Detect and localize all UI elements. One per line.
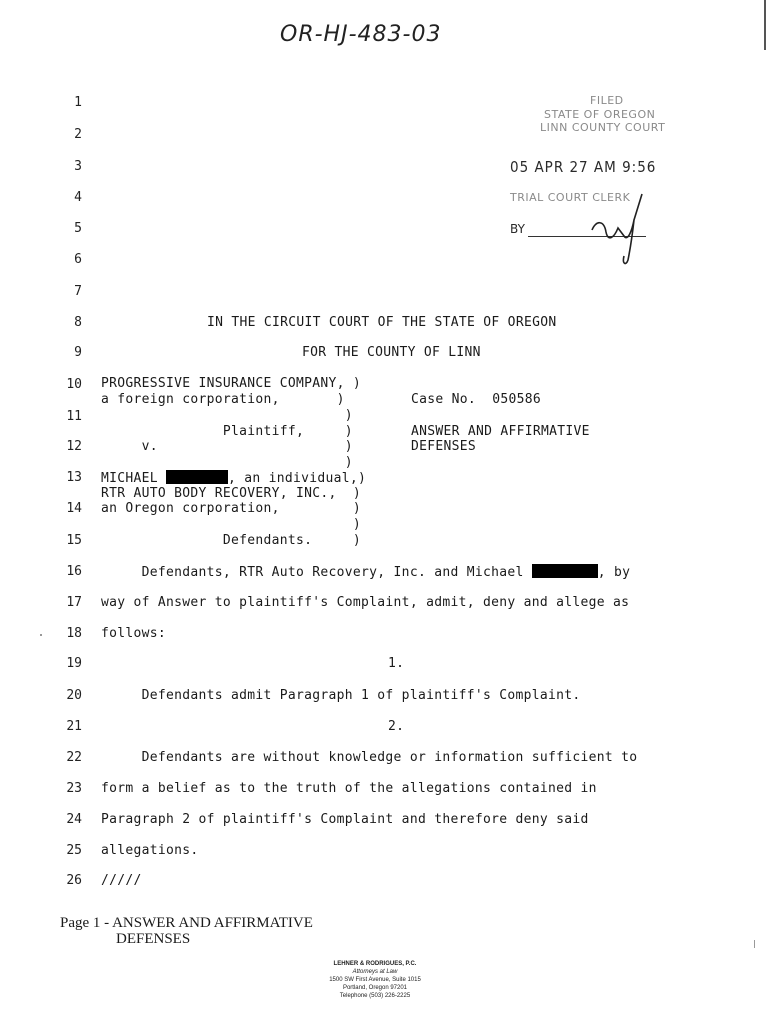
body-text: , by — [597, 565, 631, 580]
stamp-by: BY — [510, 222, 525, 236]
line-number: 4 — [74, 190, 82, 205]
line-number: 9 — [74, 345, 82, 360]
body-line-26: ///// — [101, 873, 142, 888]
line-number: 25 — [66, 843, 82, 858]
handwritten-case-id: OR-HJ-483-03 — [280, 22, 442, 47]
case-number: Case No. 050586 — [411, 392, 542, 407]
paragraph-number-1: 1. — [388, 656, 405, 671]
caption-brace: ) — [101, 408, 353, 423]
line-number: 26 — [66, 873, 82, 888]
defendant-2-description: an Oregon corporation, ) — [101, 501, 362, 516]
stamp-date: 05 APR 27 AM 9:56 — [510, 158, 657, 176]
line-number: 24 — [66, 812, 82, 827]
plaintiff-name: PROGRESSIVE INSURANCE COMPANY, ) — [101, 376, 362, 391]
page-footer — [60, 915, 313, 947]
document-title-line1: ANSWER AND AFFIRMATIVE — [411, 424, 590, 439]
body-line-17: way of Answer to plaintiff's Complaint, admit, deny and allege as — [101, 595, 630, 610]
line-number: 18 — [66, 626, 82, 641]
stamp-state: STATE OF OREGON — [544, 108, 656, 121]
firm-address-1: 1500 SW First Avenue, Suite 1015 — [329, 977, 421, 983]
county-name: FOR THE COUNTY OF LINN — [302, 345, 481, 360]
line-number: 7 — [74, 284, 82, 299]
scan-speck — [40, 634, 42, 636]
line-number: 17 — [66, 595, 82, 610]
body-line-22: Defendants are without knowledge or information sufficient to — [101, 750, 638, 765]
line-number: 14 — [66, 501, 82, 516]
line-number: 3 — [74, 159, 82, 174]
versus: v. ) — [101, 439, 353, 454]
defendant-1-first-name: MICHAEL — [101, 471, 167, 486]
body-line-23: form a belief as to the truth of the allegations contained in — [101, 781, 597, 796]
line-number: 8 — [74, 315, 82, 330]
stamp-clerk: TRIAL COURT CLERK — [510, 191, 631, 204]
line-number: 16 — [66, 564, 82, 579]
stamp-filed: FILED — [590, 94, 624, 107]
stamp-county: LINN COUNTY COURT — [540, 121, 666, 134]
line-number: 15 — [66, 533, 82, 548]
firm-name: LEHNER & RODRIGUES, P.C. — [333, 961, 417, 967]
plaintiff-role: Plaintiff, ) — [101, 424, 353, 439]
firm-subtitle: Attorneys at Law — [352, 969, 398, 975]
line-number: 6 — [74, 252, 82, 267]
line-number: 13 — [66, 470, 82, 485]
defendant-1 — [101, 470, 366, 486]
page-footer-title-cont: DEFENSES — [116, 931, 191, 947]
plaintiff-description: a foreign corporation, ) — [101, 392, 345, 407]
clerk-signature — [590, 190, 650, 270]
firm-block — [300, 960, 450, 1000]
redaction-bar — [166, 470, 228, 484]
body-line-18: follows: — [101, 626, 167, 641]
line-number: 10 — [66, 377, 82, 392]
defendant-2: RTR AUTO BODY RECOVERY, INC., ) — [101, 486, 362, 501]
court-name: IN THE CIRCUIT COURT OF THE STATE OF OREGON — [207, 315, 557, 330]
defendant-1-desc: , an individual,) — [228, 471, 367, 486]
scan-edge-mark — [764, 0, 766, 50]
firm-phone: Telephone (503) 226-2225 — [339, 993, 411, 999]
page-footer-title: Page 1 - ANSWER AND AFFIRMATIVE — [60, 915, 313, 931]
line-number: 1 — [74, 95, 82, 110]
document-title-line2: DEFENSES — [411, 439, 477, 454]
line-number: 5 — [74, 221, 82, 236]
line-number: 20 — [66, 688, 82, 703]
body-line-25: allegations. — [101, 843, 199, 858]
line-number: 21 — [66, 719, 82, 734]
line-number: 22 — [66, 750, 82, 765]
body-line-24: Paragraph 2 of plaintiff's Complaint and therefore deny said — [101, 812, 589, 827]
line-number: 19 — [66, 656, 82, 671]
caption-brace: ) — [101, 517, 362, 532]
line-number: 12 — [66, 439, 82, 454]
body-line-20: Defendants admit Paragraph 1 of plaintiff's Complaint. — [101, 688, 581, 703]
line-number: 2 — [74, 127, 82, 142]
line-number: 11 — [66, 409, 82, 424]
defendants-role: Defendants. ) — [101, 533, 362, 548]
body-line-16 — [101, 564, 630, 580]
line-number: 23 — [66, 781, 82, 796]
scan-speck — [754, 940, 755, 948]
caption-brace: ) — [101, 455, 353, 470]
body-text: Defendants, RTR Auto Recovery, Inc. and Michael — [101, 565, 532, 580]
firm-address-2: Portland, Oregon 97201 — [342, 985, 408, 991]
redaction-bar — [532, 564, 598, 578]
paragraph-number-2: 2. — [388, 719, 405, 734]
